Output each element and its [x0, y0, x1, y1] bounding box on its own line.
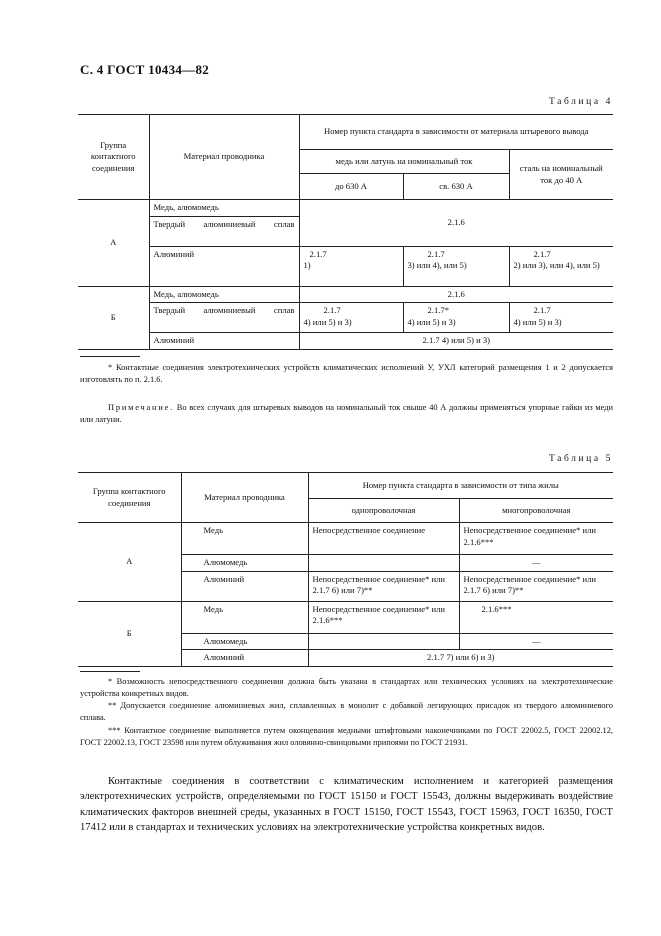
t4-b-merged-3: 2.1.7 4) или 5) и 3): [299, 333, 613, 350]
t4-b-material-2: Твердый алюминиевый сплав: [149, 303, 299, 333]
t5-head-clause: Номер пункта стандарта в зависимости от типа жилы: [308, 473, 613, 499]
t5-a-multi-2: —: [459, 555, 613, 572]
t4-group-b: Б: [78, 286, 149, 349]
t5-b-single-1: Непосредственное соединение* или 2.1.6***: [308, 601, 459, 633]
t4-b-material-3: Алюминий: [149, 333, 299, 350]
t4-note-text: Во всех случаях для штыревых выводов на номинальный ток свыше 40 А должны применяться упорные гайки из меди или латуни.: [80, 403, 613, 425]
table5-caption: Таблица 5: [548, 454, 613, 464]
t5-a-material-2: Алюмомедь: [181, 555, 308, 572]
t4-head-over630: св. 630 А: [403, 174, 509, 200]
t4-a-material-1: Медь, алюмомедь: [149, 200, 299, 217]
t5-b-merged-3: 2.1.7 7) или 6) и 3): [308, 650, 613, 667]
t5-b-material-1: Медь: [181, 601, 308, 633]
t4-head-clause: Номер пункта стандарта в зависимости от материала штыревого вывода: [299, 115, 613, 150]
t5-b-material-2: Алюмомедь: [181, 633, 308, 650]
t4-a-c3: 2.1.7 2) или 3), или 4), или 5): [509, 246, 613, 286]
t5-b-single-2: [308, 633, 459, 650]
t5-head-multi: многопроволочная: [459, 499, 613, 523]
t5-footnote-2: ** Допускается соединение алюминиевых жил, сплавленных в монолит с добавкой легирующих присадок из твердого алюминиевого сплава.: [80, 701, 613, 723]
t5-a-material-3: Алюминий: [181, 571, 308, 601]
t5-footnote-3: *** Контактное соединение выполняется путем оконцевания медными штифтовыми наконечниками по ГОСТ 22002.5, ГОСТ 22002.12, ГОСТ 22002.13, ГОСТ 23598 или путем облуживания жил оловянно-свинцовыми припоями по ГОСТ 21931.: [80, 726, 613, 748]
t4-a-material-2: Твердый алюминиевый сплав: [149, 216, 299, 246]
t4-head-cu-brass: медь или латунь на номинальный ток: [299, 150, 509, 174]
t4-group-a: А: [78, 200, 149, 287]
page-header: С. 4 ГОСТ 10434—82: [80, 62, 210, 77]
t5-b-material-3: Алюминий: [181, 650, 308, 667]
t4-footnote: * Контактные соединения электротехнических устройств климатических исполнений У, УХЛ категорий размещения 1 и 2 допускается изготовлять по п. 2.1.6.: [80, 363, 613, 385]
t5-head-group: Группа контактного соединения: [78, 473, 181, 523]
t4-head-steel: сталь на номинальный ток до 40 А: [509, 150, 613, 200]
t4-a-c2: 2.1.7 3) или 4), или 5): [403, 246, 509, 286]
closing-paragraph: Контактные соединения в соответствии с климатическим исполнением и категорией размещения электротехнических устройств, определяемыми по ГОСТ 15150 и ГОСТ 15543, должны выдерживать воздействие климатических факторов внешней среды, указанных в ГОСТ 15150, ГОСТ 15543, ГОСТ 15963, ГОСТ 16350, ГОСТ 17412 или в стандартах и технических условиях на электротехнические устройства конкретных видов.: [80, 776, 613, 834]
t5-group-a: А: [78, 523, 181, 602]
t4-b-c2: 2.1.7* 4) или 5) и 3): [403, 303, 509, 333]
t5-footnote-1: * Возможность непосредственного соединения должна быть указана в стандартах или технических условиях на электротехнические устройства конкретных видов.: [80, 677, 613, 699]
t5-head-material: Материал проводника: [181, 473, 308, 523]
table4-caption: Таблица 4: [548, 97, 613, 107]
t5-footnote-rule: [80, 671, 140, 672]
t4-a-material-3: Алюминий: [149, 246, 299, 286]
t4-note-label: Примечание.: [108, 403, 175, 412]
t5-a-material-1: Медь: [181, 523, 308, 555]
t4-a-c1: 2.1.7 1): [299, 246, 403, 286]
t5-a-single-1: Непосредственное соединение: [308, 523, 459, 555]
t4-head-upto630: до 630 А: [299, 174, 403, 200]
t5-group-b: Б: [78, 601, 181, 666]
t4-b-merged-1: 2.1.6: [299, 286, 613, 303]
t4-b-c1: 2.1.7 4) или 5) и 3): [299, 303, 403, 333]
t4-a-merged: 2.1.6: [299, 200, 613, 247]
t5-a-multi-3: Непосредственное соединение* или 2.1.7 6) или 7)**: [459, 571, 613, 601]
t4-footnote-rule: [80, 356, 140, 357]
t5-a-single-2: [308, 555, 459, 572]
t4-note: [80, 402, 613, 426]
t5-a-single-3: Непосредственное соединение* или 2.1.7 6) или 7)**: [308, 571, 459, 601]
t4-b-c3: 2.1.7 4) или 5) и 3): [509, 303, 613, 333]
t5-a-multi-1: Непосредственное соединение* или 2.1.6***: [459, 523, 613, 555]
t4-head-group: Группа контактного соединения: [78, 115, 149, 200]
t4-head-material: Материал проводника: [149, 115, 299, 200]
table5: [78, 472, 613, 667]
t5-b-multi-1: 2.1.6***: [459, 601, 613, 633]
t4-b-material-1: Медь, алюмомедь: [149, 286, 299, 303]
table4: [78, 114, 613, 350]
t5-head-single: однопроволочная: [308, 499, 459, 523]
t5-b-multi-2: —: [459, 633, 613, 650]
